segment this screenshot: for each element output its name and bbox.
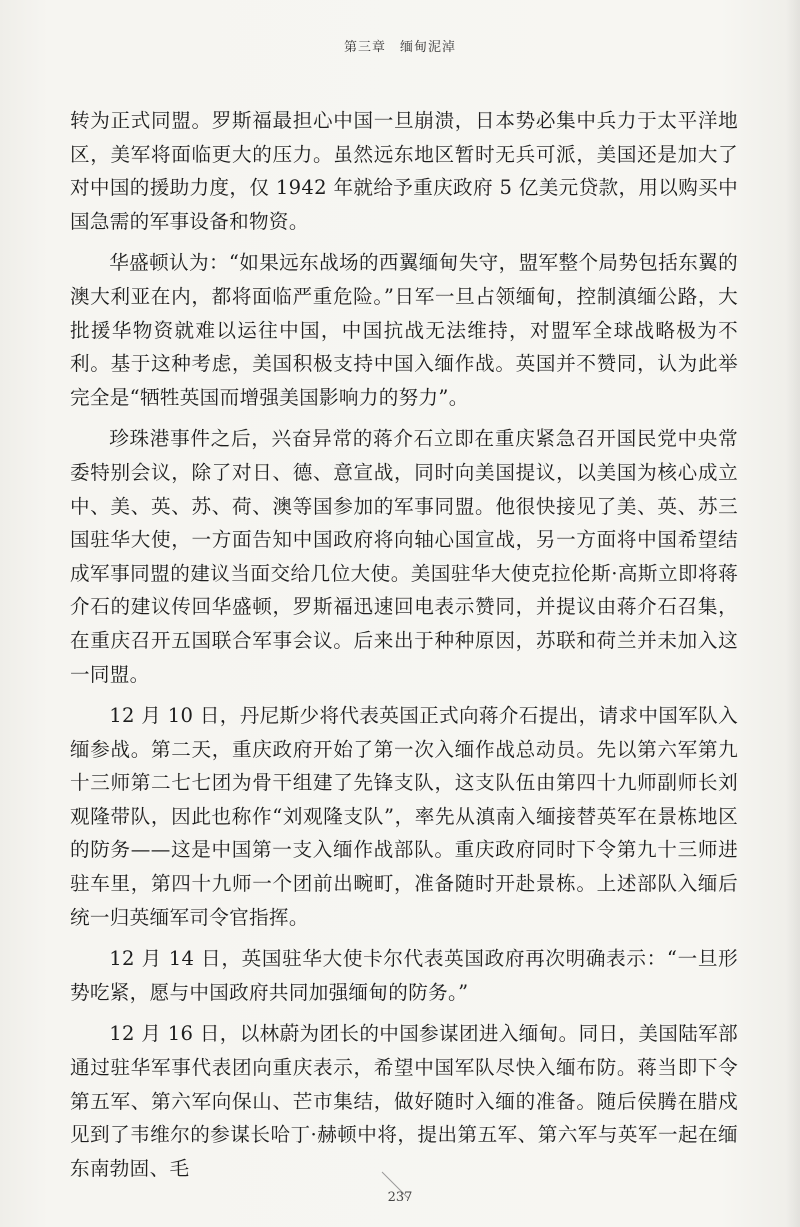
paragraph: 华盛顿认为：“如果远东战场的西翼缅甸失守，盟军整个局势包括东翼的澳大利亚在内，都将面临严重危险。”日军一旦占领缅甸，控制滇缅公路，大批援华物资就难以运往中国，中国抗战无法维持，对盟军全球战略极为不利。基于这种考虑，美国积极支持中国入缅作战。英国并不赞同，认为此举完全是“牺牲英国而增强美国影响力的努力”。	[70, 251, 738, 409]
paragraph: 12 月 16 日，以林蔚为团长的中国参谋团进入缅甸。同日，美国陆军部通过驻华军事代表团向重庆表示，希望中国军队尽快入缅布防。蒋当即下令第五军、第六军向保山、芒市集结，做好随时入缅的准备。随后侯腾在腊戍见到了韦维尔的参谋长哈丁·赫顿中将，提出第五军、第六军与英军一起在缅东南勃固、毛	[70, 1022, 738, 1180]
paragraph: 珍珠港事件之后，兴奋异常的蒋介石立即在重庆紧急召开国民党中央常委特别会议，除了对日、德、意宣战，同时向美国提议，以美国为核心成立中、美、英、苏、荷、澳等国参加的军事同盟。他很快接见了美、英、苏三国驻华大使，一方面告知中国政府将向轴心国宣战，另一方面将中国希望结成军事同盟的建议当面交给几位大使。美国驻华大使克拉伦斯·高斯立即将蒋介石的建议传回华盛顿，罗斯福迅速回电表示赞同，并提议由蒋介石召集，在重庆召开五国联合军事会议。后来出于种种原因，苏联和荷兰并未加入这一同盟。	[70, 427, 738, 686]
paragraph: 12 月 10 日，丹尼斯少将代表英国正式向蒋介石提出，请求中国军队入缅参战。第二天，重庆政府开始了第一次入缅作战总动员。先以第六军第九十三师第二七七团为骨干组建了先锋支队，这支队伍由第四十九师副师长刘观隆带队，因此也称作“刘观隆支队”，率先从滇南入缅接替英军在景栋地区的防务——这是中国第一支入缅作战部队。重庆政府同时下令第九十三师进驻车里，第四十九师一个团前出畹町，准备随时开赴景栋。上述部队入缅后统一归英缅军司令官指挥。	[70, 704, 738, 929]
page-number: 237	[387, 1190, 413, 1205]
chapter-label: 第三章	[343, 40, 386, 55]
page-edge-shadow	[786, 0, 800, 1227]
chapter-title: 缅甸泥淖	[400, 40, 457, 55]
body-text	[70, 104, 738, 1193]
paragraph: 转为正式同盟。罗斯福最担心中国一旦崩溃，日本势必集中兵力于太平洋地区，美军将面临更大的压力。虽然远东地区暂时无兵可派，美国还是加大了对中国的援助力度，仅 1942 年就给予重庆政府 5 亿美元贷款，用以购买中国急需的军事设备和物资。	[70, 109, 738, 233]
running-header	[0, 36, 800, 55]
paragraph: 12 月 14 日，英国驻华大使卡尔代表英国政府再次明确表示：“一旦形势吃紧，愿与中国政府共同加强缅甸的防务。”	[70, 947, 738, 1004]
